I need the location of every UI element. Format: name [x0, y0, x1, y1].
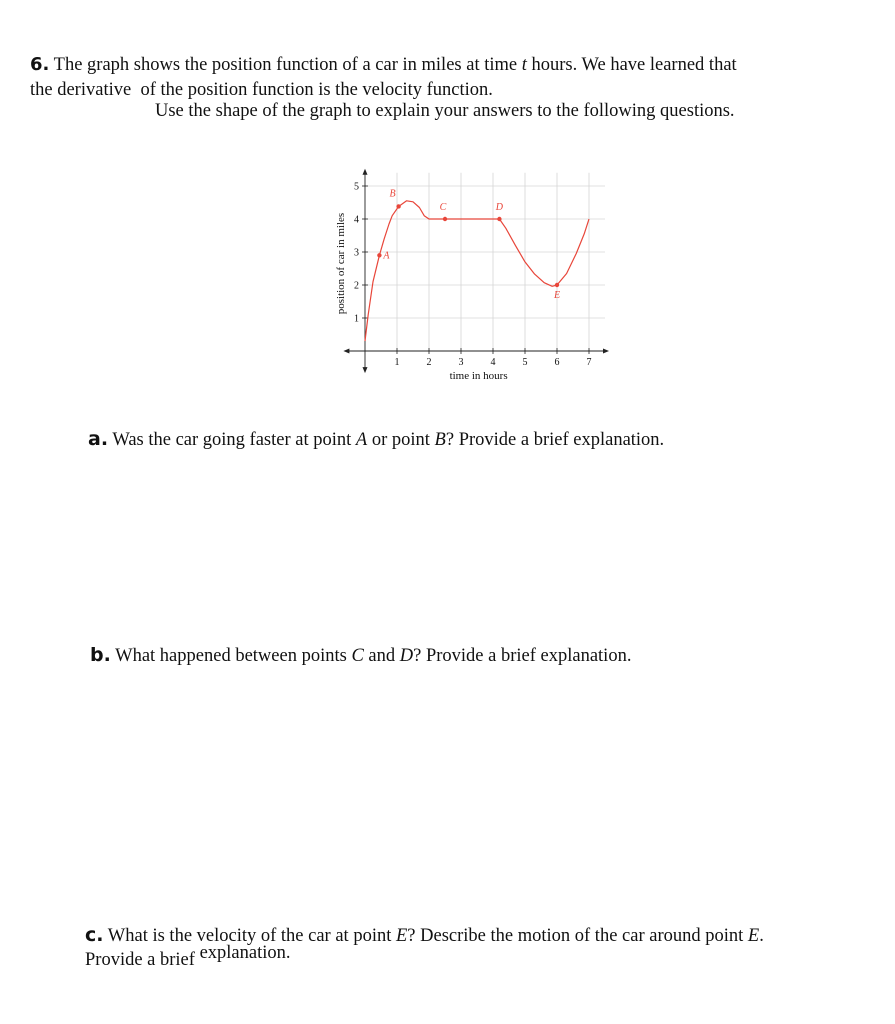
x-axis-arrow-left: [343, 349, 349, 354]
x-tick-label-1: 1: [394, 357, 400, 368]
y-axis-label: position of car in miles: [335, 212, 347, 315]
point-b-marker: [396, 204, 400, 208]
intro-line3: Use the shape of the graph to explain your answers to the following questions.: [155, 101, 735, 121]
part-b-mid: and: [368, 646, 396, 666]
point-e-marker: [555, 283, 559, 287]
y-tick-label-3: 3: [354, 247, 359, 259]
part-a-mid: or point: [371, 430, 430, 450]
part-c-letter: c.: [85, 924, 104, 946]
part-b-pre: What happened between points: [115, 646, 347, 666]
part-c-mid: ? Describe the motion of the car around point: [407, 926, 744, 946]
part-c-line2-post: explanation.: [199, 943, 291, 963]
point-a-marker: [377, 253, 381, 257]
x-axis-arrow-right: [603, 349, 609, 354]
point-e-label: E: [553, 290, 561, 301]
y-tick-label-4: 4: [354, 214, 359, 226]
x-tick-label-3: 3: [458, 357, 464, 368]
x-axis-label: time in hours: [449, 370, 508, 382]
point-c-label: C: [439, 202, 447, 213]
part-c-pre: What is the velocity of the car at point: [107, 926, 392, 946]
x-tick-label-7: 7: [586, 357, 592, 368]
part-b-point1: C: [351, 646, 364, 666]
part-b-letter: b.: [90, 644, 111, 666]
part-a-letter: a.: [88, 428, 109, 450]
x-tick-label-5: 5: [522, 357, 528, 368]
point-d-label: D: [495, 202, 504, 213]
part-a-point1: A: [355, 430, 368, 450]
part-b-post: ? Provide a brief explanation.: [413, 646, 632, 666]
point-a-label: A: [383, 250, 390, 262]
y-tick-label-2: 2: [354, 280, 359, 292]
position-graph: [330, 163, 630, 388]
intro-line2: the derivative of the position function is the velocity function.: [30, 80, 493, 100]
part-c-line2-pre: Provide a brief: [85, 950, 195, 970]
x-tick-label-6: 6: [554, 357, 560, 368]
part-a-point2: B: [434, 430, 446, 450]
part-a: [88, 427, 664, 452]
part-c-point2: E: [747, 926, 760, 946]
question-number: 6.: [30, 54, 50, 75]
x-tick-label-4: 4: [490, 357, 496, 368]
part-a-pre: Was the car going faster at point: [112, 430, 352, 450]
y-axis-arrow-down: [363, 367, 368, 373]
part-a-post: ? Provide a brief explanation.: [445, 430, 665, 450]
question-intro: [30, 52, 860, 103]
y-tick-label-1: 1: [354, 313, 359, 325]
time-variable: t: [521, 55, 527, 75]
part-c: [85, 923, 865, 972]
point-d-marker: [497, 217, 501, 221]
y-tick-label-5: 5: [354, 181, 359, 193]
point-c-marker: [443, 217, 447, 221]
point-b-label: B: [389, 188, 396, 200]
intro-line1-pre: The graph shows the position function of a car in miles at time: [53, 55, 518, 75]
position-curve: [365, 201, 589, 341]
part-c-post: .: [759, 926, 764, 946]
part-b: [90, 643, 631, 668]
part-c-point1: E: [395, 926, 408, 946]
x-tick-label-2: 2: [426, 357, 432, 368]
intro-line1-post: hours. We have learned that: [531, 55, 737, 75]
part-b-point2: D: [399, 646, 414, 666]
y-axis-arrow-up: [363, 169, 368, 175]
